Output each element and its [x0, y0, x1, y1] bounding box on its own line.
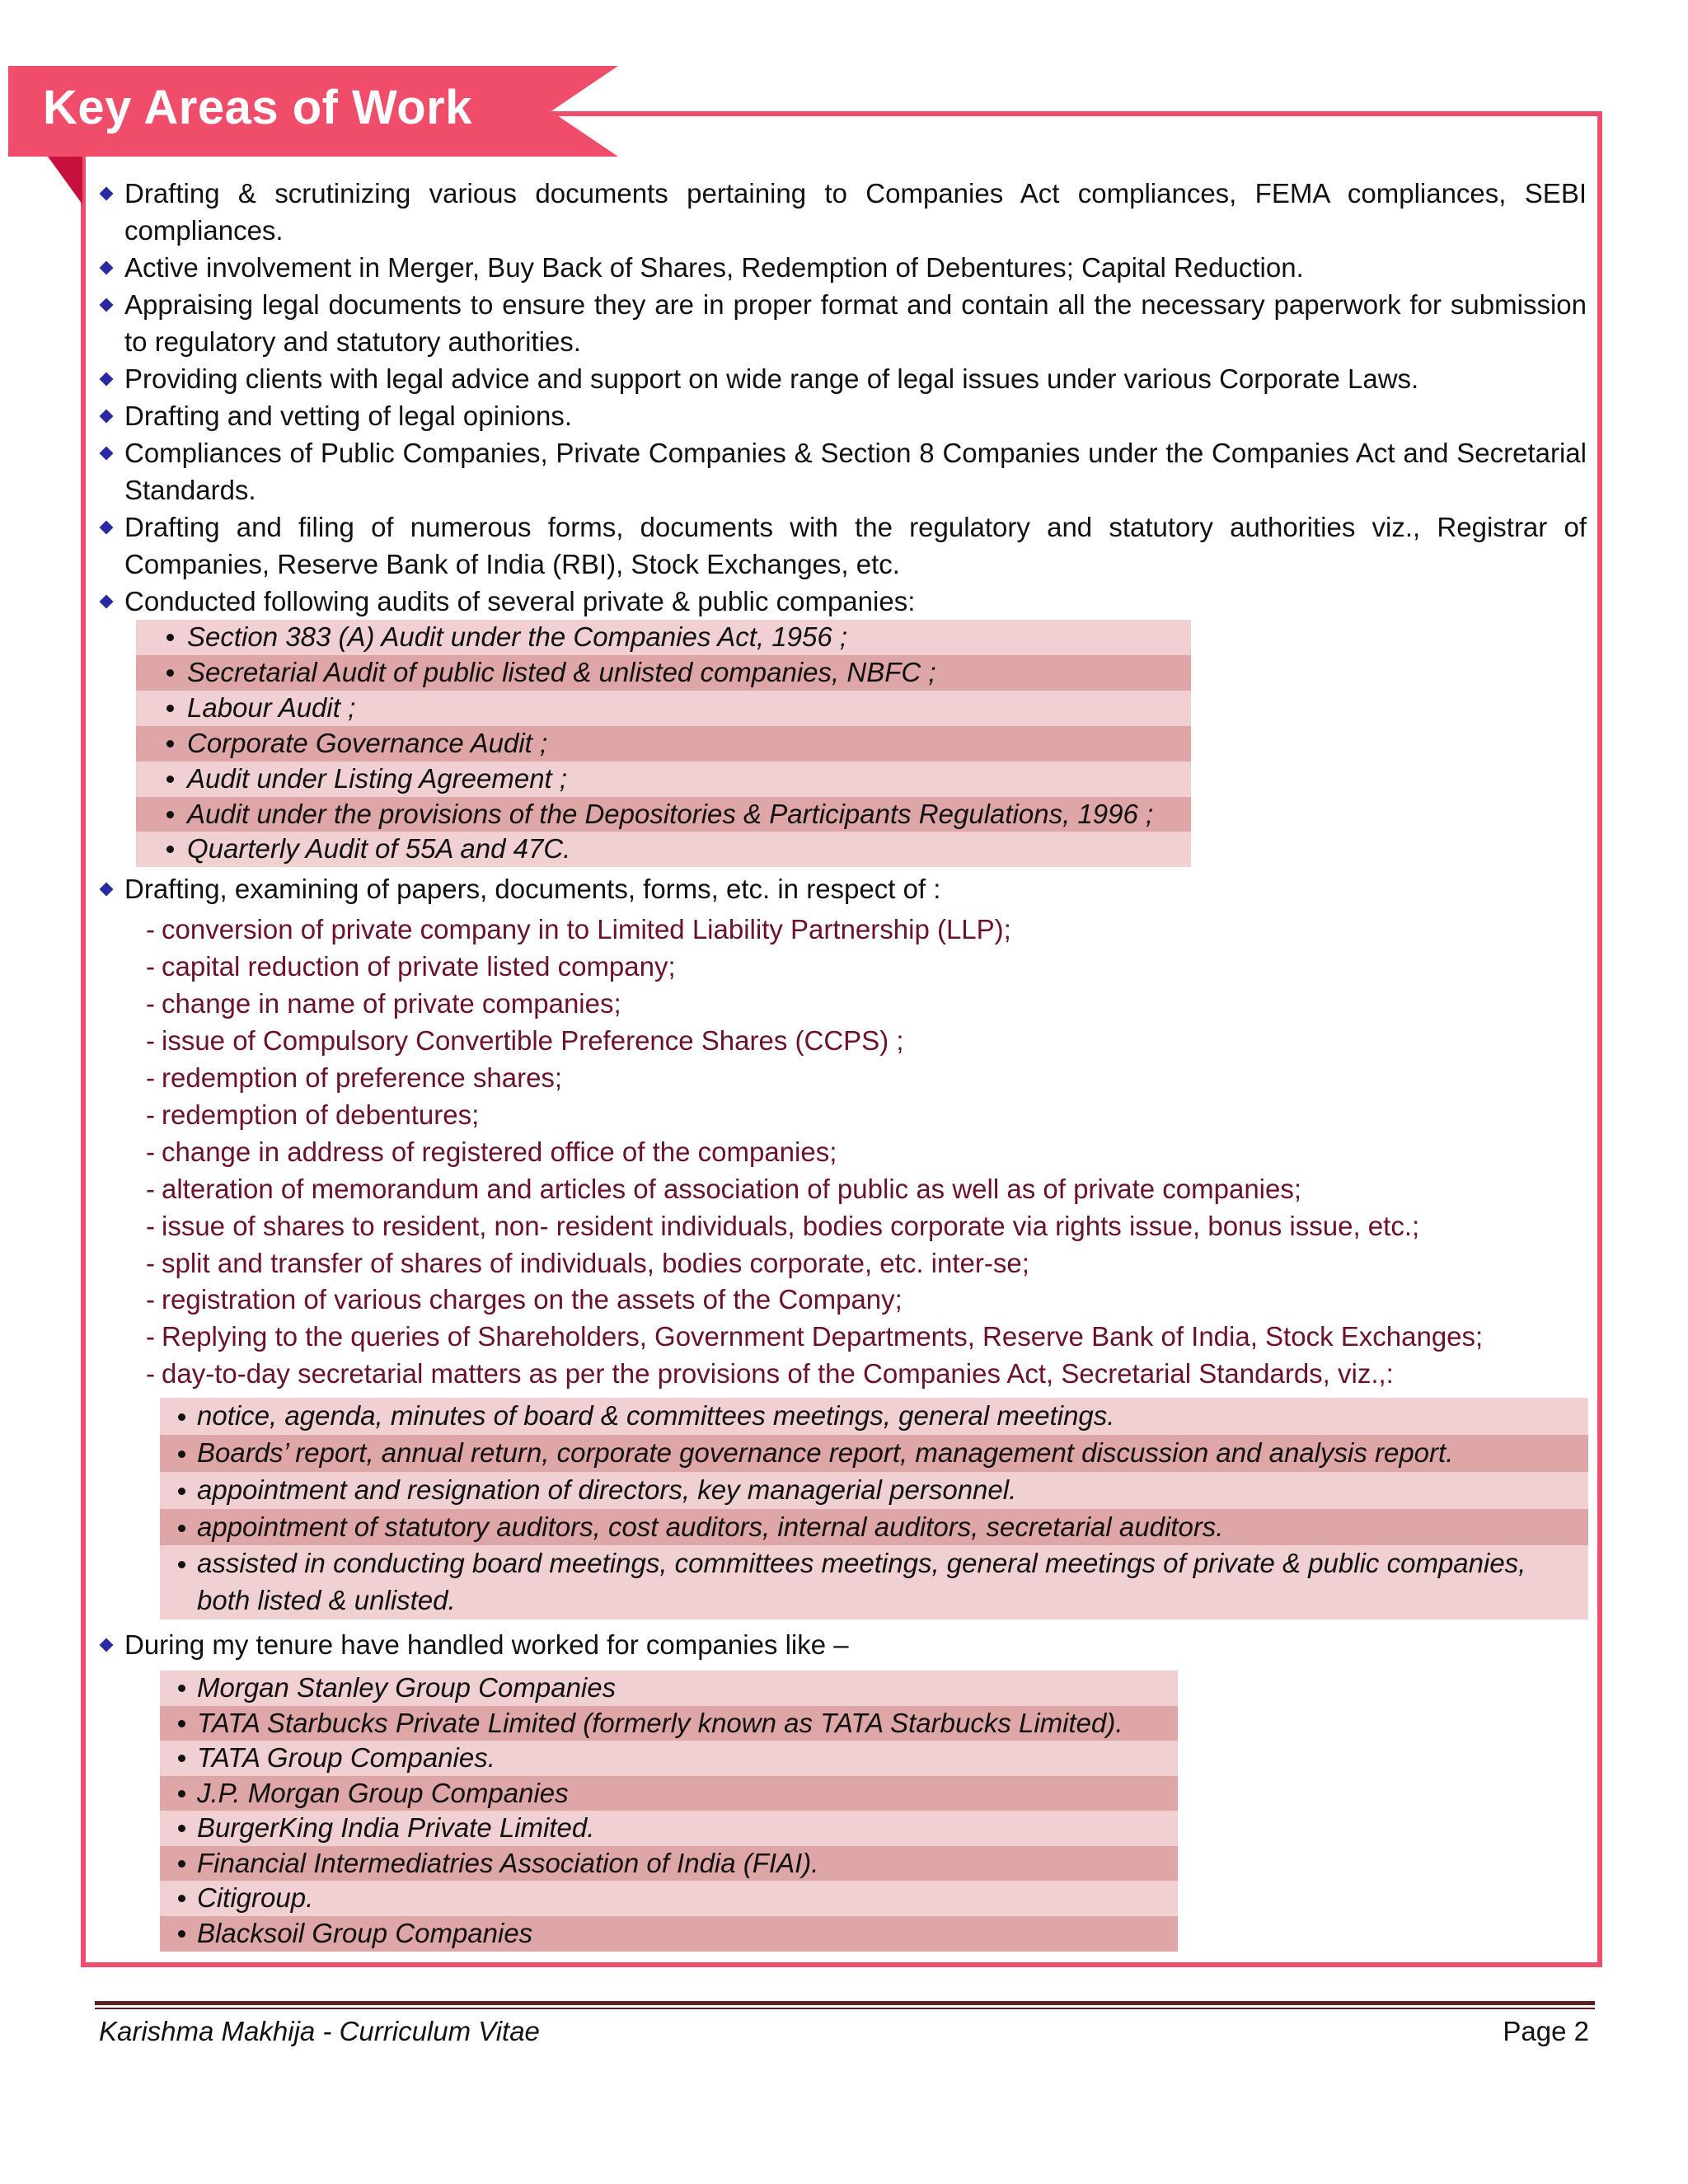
- list-item: Drafting & scrutinizing various documents pertaining to Companies Act compliances, FEMA compliances, SEBI compliances.: [99, 175, 1587, 249]
- bullet-dot-icon: [178, 1895, 185, 1902]
- drafting-item: - redemption of debentures;: [146, 1099, 480, 1130]
- bullet-dot-icon: [178, 1685, 185, 1692]
- diamond-bullet-icon: [100, 410, 114, 424]
- secretarial-item: Boards’ report, annual return, corporate governance report, management discussion and analysis report.: [160, 1435, 1588, 1472]
- bullet-dot-icon: [178, 1525, 185, 1532]
- page-number: Page 2: [1503, 2016, 1589, 2046]
- company-item: J.P. Morgan Group Companies: [160, 1776, 1178, 1811]
- bullet-dot-icon: [166, 811, 174, 818]
- diamond-bullet-icon: [100, 1638, 114, 1652]
- list-item: Drafting, examining of papers, documents, forms, etc. in respect of :: [99, 870, 1587, 907]
- drafting-item: - capital reduction of private listed company;: [146, 951, 676, 982]
- drafting-item: - registration of various charges on the assets of the Company;: [146, 1284, 903, 1315]
- bullet-dot-icon: [178, 1561, 185, 1568]
- company-item: Morgan Stanley Group Companies: [160, 1671, 1178, 1706]
- bullet-dot-icon: [178, 1451, 185, 1458]
- company-item: BurgerKing India Private Limited.: [160, 1811, 1178, 1846]
- bullet-dot-icon: [178, 1860, 185, 1868]
- diamond-bullet-icon: [100, 447, 114, 461]
- company-item: TATA Starbucks Private Limited (formerly known as TATA Starbucks Limited).: [160, 1706, 1178, 1741]
- diamond-bullet-icon: [100, 187, 114, 201]
- bullet-dot-icon: [166, 740, 174, 748]
- list-item: During my tenure have handled worked for companies like –: [99, 1626, 1587, 1663]
- list-item: Providing clients with legal advice and support on wide range of legal issues under various Corporate Laws.: [99, 360, 1587, 397]
- diamond-bullet-icon: [100, 883, 114, 897]
- drafting-item: - alteration of memorandum and articles of association of public as well as of private companies;: [146, 1173, 1302, 1204]
- drafting-item: - redemption of preference shares;: [146, 1062, 563, 1093]
- bullet-dot-icon: [178, 1720, 185, 1727]
- banner-fold: [48, 157, 82, 204]
- audit-item: Secretarial Audit of public listed & unlisted companies, NBFC ;: [136, 655, 1191, 691]
- bullet-dot-icon: [166, 669, 174, 677]
- secretarial-item: appointment of statutory auditors, cost auditors, internal auditors, secretarial auditors.: [160, 1509, 1588, 1546]
- section-title: Key Areas of Work: [43, 81, 473, 134]
- company-item: Citigroup.: [160, 1881, 1178, 1916]
- bullet-dot-icon: [178, 1930, 185, 1938]
- secretarial-item: assisted in conducting board meetings, committees meetings, general meetings of private & public companies, both listed & unlisted.: [160, 1545, 1588, 1619]
- bullet-dot-icon: [178, 1413, 185, 1421]
- bullet-dot-icon: [178, 1790, 185, 1797]
- audit-item: Audit under Listing Agreement ;: [136, 762, 1191, 797]
- audit-item: Section 383 (A) Audit under the Companies Act, 1956 ;: [136, 620, 1191, 655]
- audit-item: Audit under the provisions of the Depositories & Participants Regulations, 1996 ;: [136, 797, 1191, 832]
- footer-rule-thin: [95, 2008, 1595, 2009]
- drafting-item: - day-to-day secretarial matters as per the provisions of the Companies Act, Secretarial Standards, viz.,:: [146, 1358, 1394, 1390]
- drafting-item: - change in name of private companies;: [146, 988, 621, 1019]
- list-item: Conducted following audits of several private & public companies:: [99, 583, 1587, 620]
- bullet-dot-icon: [166, 776, 174, 783]
- drafting-item: - change in address of registered office of the companies;: [146, 1136, 837, 1167]
- secretarial-item: notice, agenda, minutes of board & committees meetings, general meetings.: [160, 1398, 1588, 1435]
- list-item: Drafting and filing of numerous forms, documents with the regulatory and statutory authorities viz., Registrar of Companies, Reserve Bank of India (RBI), Stock Exchanges, etc.: [99, 509, 1587, 583]
- bullet-dot-icon: [178, 1755, 185, 1762]
- secretarial-item: appointment and resignation of directors, key managerial personnel.: [160, 1472, 1588, 1509]
- list-item: Active involvement in Merger, Buy Back of Shares, Redemption of Debentures; Capital Reduction.: [99, 249, 1587, 286]
- diamond-bullet-icon: [100, 595, 114, 609]
- audit-item: Corporate Governance Audit ;: [136, 726, 1191, 762]
- diamond-bullet-icon: [100, 373, 114, 387]
- secretarial-matters-list: [160, 1398, 1588, 1619]
- audits-list: [136, 620, 1191, 867]
- drafting-matters-list: [99, 912, 1587, 1393]
- footer-rule: [95, 2001, 1595, 2005]
- list-item: Compliances of Public Companies, Private Companies & Section 8 Companies under the Companies Act and Secretarial Standards.: [99, 434, 1587, 509]
- drafting-item: - issue of shares to resident, non- resident individuals, bodies corporate via rights issue, bonus issue, etc.;: [146, 1210, 1420, 1241]
- audit-item: Labour Audit ;: [136, 691, 1191, 726]
- drafting-item: - split and transfer of shares of individuals, bodies corporate, etc. inter-se;: [146, 1247, 1029, 1278]
- list-item: Appraising legal documents to ensure they are in proper format and contain all the necessary paperwork for submission to regulatory and statutory authorities.: [99, 286, 1587, 360]
- company-item: TATA Group Companies.: [160, 1741, 1178, 1776]
- bullet-dot-icon: [166, 634, 174, 641]
- footer-document-title: Karishma Makhija - Curriculum Vitae: [99, 2016, 540, 2046]
- audit-item: Quarterly Audit of 55A and 47C.: [136, 832, 1191, 867]
- diamond-bullet-icon: [100, 298, 114, 312]
- drafting-item: - conversion of private company in to Limited Liability Partnership (LLP);: [146, 914, 1011, 945]
- companies-list: [160, 1671, 1178, 1952]
- diamond-bullet-icon: [100, 521, 114, 535]
- drafting-item: - Replying to the queries of Shareholders, Government Departments, Reserve Bank of India, Stock Exchanges;: [146, 1321, 1484, 1352]
- key-areas-content: [99, 175, 1587, 1952]
- bullet-dot-icon: [178, 1488, 185, 1495]
- drafting-item: - issue of Compulsory Convertible Preference Shares (CCPS) ;: [146, 1025, 904, 1057]
- company-item: Blacksoil Group Companies: [160, 1916, 1178, 1952]
- list-item: Drafting and vetting of legal opinions.: [99, 397, 1587, 434]
- company-item: Financial Intermediatries Association of India (FIAI).: [160, 1846, 1178, 1882]
- bullet-dot-icon: [166, 705, 174, 712]
- diamond-bullet-icon: [100, 261, 114, 275]
- bullet-dot-icon: [178, 1825, 185, 1832]
- bullet-dot-icon: [166, 846, 174, 853]
